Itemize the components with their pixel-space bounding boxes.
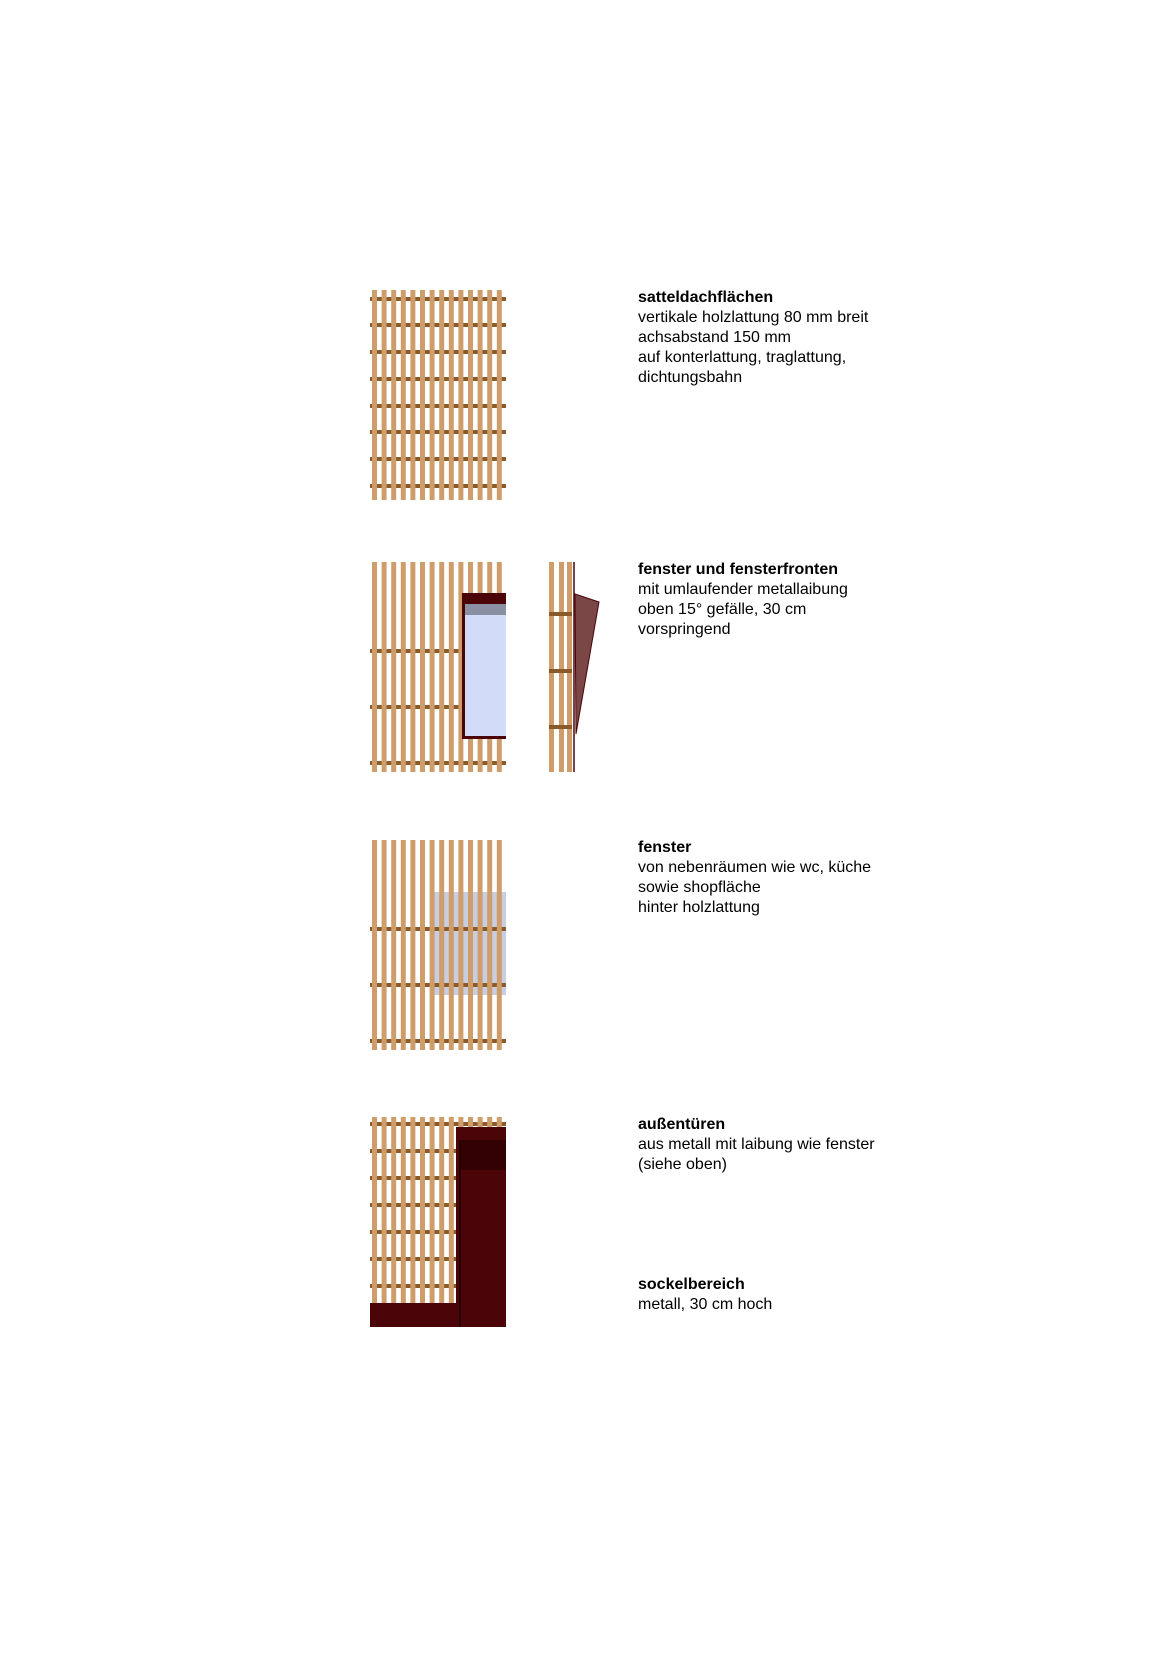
section-line: oben 15° gefälle, 30 cm bbox=[638, 601, 807, 618]
window-behind-battens-svg bbox=[370, 840, 506, 1050]
wood-batten bbox=[468, 290, 473, 500]
window-glass bbox=[465, 613, 508, 736]
wood-batten bbox=[372, 840, 377, 1050]
counter-batten bbox=[370, 484, 506, 488]
counter-batten bbox=[370, 323, 506, 327]
door-plinth-svg bbox=[370, 1117, 506, 1327]
wood-batten bbox=[439, 562, 444, 772]
section-line: vorspringend bbox=[638, 621, 731, 638]
section-counter-batten-1 bbox=[549, 612, 572, 616]
counter-batten bbox=[370, 1122, 506, 1126]
wood-batten bbox=[478, 290, 483, 500]
window-front-section bbox=[547, 562, 607, 772]
section-fenster-text bbox=[638, 838, 938, 918]
wood-batten bbox=[430, 1117, 435, 1327]
wood-batten bbox=[372, 1117, 377, 1327]
section-counter-batten-2 bbox=[549, 669, 572, 673]
wood-batten bbox=[430, 290, 435, 500]
section-line: metall, 30 cm hoch bbox=[638, 1296, 773, 1313]
window-front-elevation-svg bbox=[370, 562, 506, 772]
wood-batten bbox=[401, 1117, 406, 1327]
counter-batten bbox=[370, 350, 506, 354]
wood-batten bbox=[410, 562, 415, 772]
section-batten-2 bbox=[559, 562, 564, 772]
metal-plinth bbox=[370, 1303, 458, 1327]
wood-batten bbox=[458, 290, 463, 500]
section-line: mit umlaufender metallaibung bbox=[638, 581, 848, 598]
window-head-flashing bbox=[465, 604, 508, 615]
window-front-section-svg bbox=[547, 562, 607, 772]
wood-batten bbox=[391, 1117, 396, 1327]
wood-batten bbox=[449, 1117, 454, 1327]
section-line: vertikale holzlattung 80 mm breit bbox=[638, 309, 869, 326]
counter-batten bbox=[370, 404, 506, 408]
section-aussentueren-text bbox=[638, 1115, 938, 1175]
counter-batten bbox=[370, 927, 506, 931]
wood-batten bbox=[382, 840, 387, 1050]
wood-batten bbox=[420, 840, 425, 1050]
section-counter-batten-3 bbox=[549, 725, 572, 729]
page-cutoff bbox=[506, 562, 516, 772]
wood-batten bbox=[478, 840, 483, 1050]
wood-batten bbox=[382, 562, 387, 772]
section-title: sockelbereich bbox=[638, 1276, 745, 1293]
wood-batten bbox=[382, 290, 387, 500]
section-line: dichtungsbahn bbox=[638, 369, 743, 386]
wood-batten bbox=[410, 290, 415, 500]
wood-batten bbox=[458, 840, 463, 1050]
section-title: fenster und fensterfronten bbox=[638, 561, 839, 578]
wood-batten bbox=[430, 562, 435, 772]
wood-batten bbox=[410, 1117, 415, 1327]
section-line: (siehe oben) bbox=[638, 1156, 727, 1173]
wood-batten bbox=[497, 290, 502, 500]
wood-batten bbox=[430, 840, 435, 1050]
wood-batten bbox=[401, 840, 406, 1050]
section-sockel-text bbox=[638, 1275, 938, 1315]
counter-batten bbox=[370, 297, 506, 301]
roof-batten-elevation bbox=[370, 290, 506, 500]
wood-batten bbox=[401, 562, 406, 772]
wood-batten bbox=[449, 562, 454, 772]
wood-batten bbox=[410, 840, 415, 1050]
section-batten-1 bbox=[549, 562, 554, 772]
wood-batten bbox=[372, 562, 377, 772]
section-title: fenster bbox=[638, 839, 692, 856]
wood-batten bbox=[449, 840, 454, 1050]
section-line: hinter holzlattung bbox=[638, 899, 760, 916]
wood-batten bbox=[468, 840, 473, 1050]
section-satteldach-text bbox=[638, 288, 938, 388]
door-and-plinth-elevation bbox=[370, 1117, 506, 1327]
wood-batten bbox=[391, 840, 396, 1050]
counter-batten bbox=[370, 457, 506, 461]
wood-batten bbox=[391, 562, 396, 772]
window-behind-battens-elevation bbox=[370, 840, 506, 1050]
wood-batten bbox=[420, 562, 425, 772]
wood-batten bbox=[420, 290, 425, 500]
section-line: sowie shopfläche bbox=[638, 879, 761, 896]
counter-batten bbox=[370, 377, 506, 381]
wood-batten bbox=[382, 1117, 387, 1327]
wood-batten bbox=[439, 1117, 444, 1327]
wood-batten bbox=[372, 290, 377, 500]
section-title: satteldachflächen bbox=[638, 289, 774, 306]
counter-batten bbox=[370, 1039, 506, 1043]
section-title: außentüren bbox=[638, 1116, 726, 1133]
wood-batten bbox=[487, 840, 492, 1050]
section-line: aus metall mit laibung wie fenster bbox=[638, 1136, 875, 1153]
wood-batten bbox=[401, 290, 406, 500]
wood-batten bbox=[420, 1117, 425, 1327]
window-front-elevation bbox=[370, 562, 506, 772]
door-head-reveal bbox=[461, 1140, 506, 1170]
section-batten-3 bbox=[567, 562, 572, 772]
section-line: von nebenräumen wie wc, küche bbox=[638, 859, 872, 876]
wood-batten bbox=[449, 290, 454, 500]
counter-batten bbox=[370, 430, 506, 434]
wood-batten bbox=[391, 290, 396, 500]
counter-batten bbox=[370, 761, 506, 765]
section-fensterfronten-text bbox=[638, 560, 938, 640]
wood-batten bbox=[487, 290, 492, 500]
section-line: auf konterlattung, traglattung, bbox=[638, 349, 847, 366]
metal-reveal-section bbox=[575, 594, 599, 734]
counter-batten bbox=[370, 983, 506, 987]
wood-batten bbox=[497, 840, 502, 1050]
section-line: achsabstand 150 mm bbox=[638, 329, 791, 346]
roof-batten-svg bbox=[370, 290, 506, 500]
wood-batten bbox=[439, 290, 444, 500]
wood-batten bbox=[439, 840, 444, 1050]
